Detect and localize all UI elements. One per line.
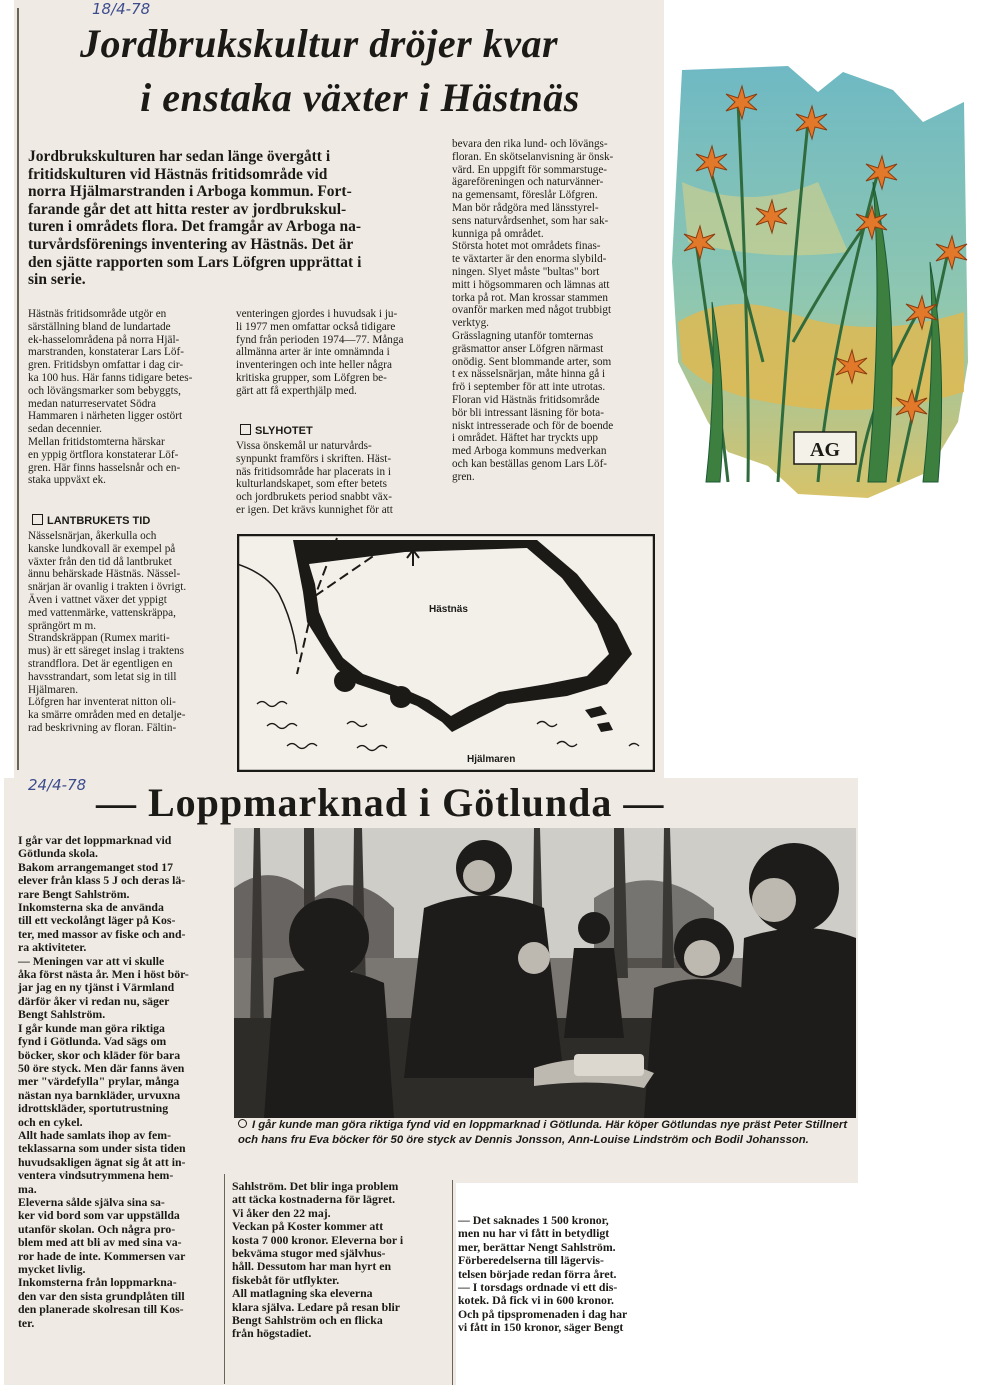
body-column-2b: Vissa önskemål ur naturvårds- synpunkt framförs i skriften. Häst- näs fritidsområde har placerats in i kulturlandskapet, som efter betets och jordbrukets period snabbt väx- er igen. Det krävs kunnighet för att [236, 440, 393, 516]
body-column-1b: Nässelsnärjan, åkerkulla och kanske lundkovall är exempel på växter från den tid då lantbruket ännu behärskade Hästnäs. Nässel- snärjan är ovanlig i trakten i övrigt. Även i vattnet växer det yppigt med vattenmärke, vattenskräppa, sprängört m m. Strandskräppan (Rumex mariti- mus) är ett säreget inslag i traktens strandflora. Det är egentligen en havsstrandart, som letat sig in till Hjälmaren. Löfgren har inventerat nitton oli- ka smärre områden med en detalje- rad beskrivning av floran. Fältin- [28, 530, 187, 734]
map-location-dot-1 [334, 670, 356, 692]
map-hastnas [237, 534, 655, 772]
column-rule-bottom [224, 1174, 225, 1384]
headline-loppmarknad: — Loppmarknad i Götlunda — [96, 780, 665, 825]
article2-column-2: Sahlström. Det blir inga problem att täcka kostnaderna för lägret. Vi åker den 22 maj. Veckan på Koster kommer att kosta 7 000 kronor. Eleverna bor i bekväma stugor med självhus- håll. Dessutom har man hyrt en fiskebåt för utflykter. All matlagning ska eleverna klara själva. Ledare på resan blir Bengt Sahlström och en flicka från högstadiet. [232, 1179, 404, 1341]
illustration-signature: AG [810, 439, 840, 461]
map-label-hjalmaren: Hjälmaren [467, 754, 516, 765]
handwritten-date: 18/4-78 [92, 0, 151, 18]
body-column-3: bevara den rika lund- och lövängs- floran. En skötselanvisning är önsk- värd. En uppgift för sommarstuge- ägareföreningen och naturvänner- na gemensamt, föreslår Löfgren. Man bör rådgöra med länsstyrel- sens naturvårdsenhet, som har sak- kunniga på området. Största hotet mot områdets finas- te växtarter är den enorma slybild- ningen. Slyet måste "bultas" bort mitt i högsommaren och lämnas att torka på rot. Man krossar stammen ovanför marken med något trubbigt verktyg. Grässlagning utanför tomternas gräsmattor anser Löfgren närmast onödig. Sent blommande arter, som t ex nässelsnärjan, måte hinna gå i frö i september för att inte utrotas. Floran vid Hästnäs fritidsområde bör bli intressant läsning för bota- niskt intresserade och för de boende i området. Häftet har tryckts upp med Arboga kommuns medverkan och kan beställas genom Lars Löf- gren. [452, 138, 614, 483]
column-rule-left [17, 8, 19, 770]
checkbox-icon [240, 424, 251, 435]
photo-flea-market [234, 828, 856, 1118]
column-rule-bottom-2 [452, 1180, 453, 1385]
map-location-dot-2 [390, 686, 412, 708]
flower-illustration [668, 62, 968, 498]
subheading-slyhotet: SLYHOTET [240, 424, 313, 437]
headline-line-1: Jordbrukskultur dröjer kvar [79, 21, 559, 66]
checkbox-icon [32, 514, 43, 525]
subheading-lantbrukets-tid: LANTBRUKETS TID [32, 514, 150, 527]
article2-column-3: — Det saknades 1 500 kronor, men nu har vi fått in betydligt mer, berättar Nengt Sahlström. Förberedelserna till lägervis- telsen började redan förra året. — I torsdags ordnade vi ett dis- kotek. Då fick vi in 600 kronor. Och på tipspromenaden i dag har vi fått in 150 kronor, säger Bengt [458, 1213, 628, 1335]
body-column-1a: Hästnäs fritidsområde utgör en särställning bland de lundartade ek-hasselområdena på norra Hjäl- marstranden, konstaterar Lars Löf- gren. Fritidsbyn omfattar i dag cir- ka 100 hus. Här fanns tidigare betes- och lövängsmarker som bebyggts, medan naturreservatet Södra Hammaren i närheten ligger ostört sedan decennier. Mellan fritidstomterna härskar en yppig örtflora konstaterar Löf- gren. Här finns hasselsnår och en- staka uppväxt ek. [28, 308, 193, 487]
map-label-hastnas: Hästnäs [429, 604, 468, 615]
article2-column-1: I går var det loppmarknad vid Götlunda skola. Bakom arrangemanget stod 17 elever från klass 5 J och deras lä- rare Bengt Sahlström. Inkomsterna ska de använda till ett veckolångt läger på Kos- ter, med massor av fiske och and- ra aktiviteter. — Meningen var att vi skulle åka först nästa år. Men i höst bör- jar jag en ny tjänst i Värmland därför åker vi redan nu, säger Bengt Sahlström. I går kunde man göra riktiga fynd i Götlunda. Vad sägs om böcker, skor och kläder för bara 50 öre styck. Men där fanns även mer "värdefylla" prylar, många nästan nya barnkläder, urvuxna idrottskläder, sportutrustning och en cykel. Allt hade samlats ihop av fem- teklassarna som under sista tiden huvudsakligen ägnat sig åt att in- ventera vindsutrymmena hem- ma. Eleverna sålde själva sina sa- ker vid bord som var uppställda utanför skolan. Och några pro- blem med att bli av med sina va- ror hade de inte. Kommersen var mycket livlig. Inkomsterna från loppmarkna- den var den sista grundplåten till den planerade skolresan till Kos- ter. [18, 833, 189, 1330]
photo-caption: I går kunde man göra riktiga fynd vid en loppmarknad i Götlunda. Här köper Götlundas nye präst Peter Stillnert och hans fru Eva böcker för 50 öre styck av Dennis Jonsson, Ann-Louise Lindström och Bodil Johansson. [238, 1119, 848, 1146]
headline-line-2: i enstaka växter i Hästnäs [140, 75, 580, 120]
body-column-2a: venteringen gjordes i huvudsak i ju- li 1977 men omfattar också tidigare fynd från perioden 1974—77. Många allmänna arter är inte omnämnda i inventeringen och inte heller några kritiska grupper, som Löfgren be- gärt att få experthjälp med. [236, 308, 404, 397]
caption-bullet-icon [238, 1119, 247, 1128]
map-label-mot-arboga: MOT ARBOGA [387, 542, 457, 553]
lead-paragraph: Jordbrukskulturen har sedan länge övergått i fritidskulturen vid Hästnäs fritidsområde vid norra Hjälmarstranden i Arboga kommun. Fort- farande går det att hitta rester av jordbrukskul- turen i områdets flora. Det framgår av Arboga na- turvårdsförenings inventering av Hästnäs. Det är den sjätte rapporten som Lars Löfgren upprättat i sin serie. [28, 148, 362, 289]
handwritten-date-2: 24/4-78 [28, 776, 87, 794]
